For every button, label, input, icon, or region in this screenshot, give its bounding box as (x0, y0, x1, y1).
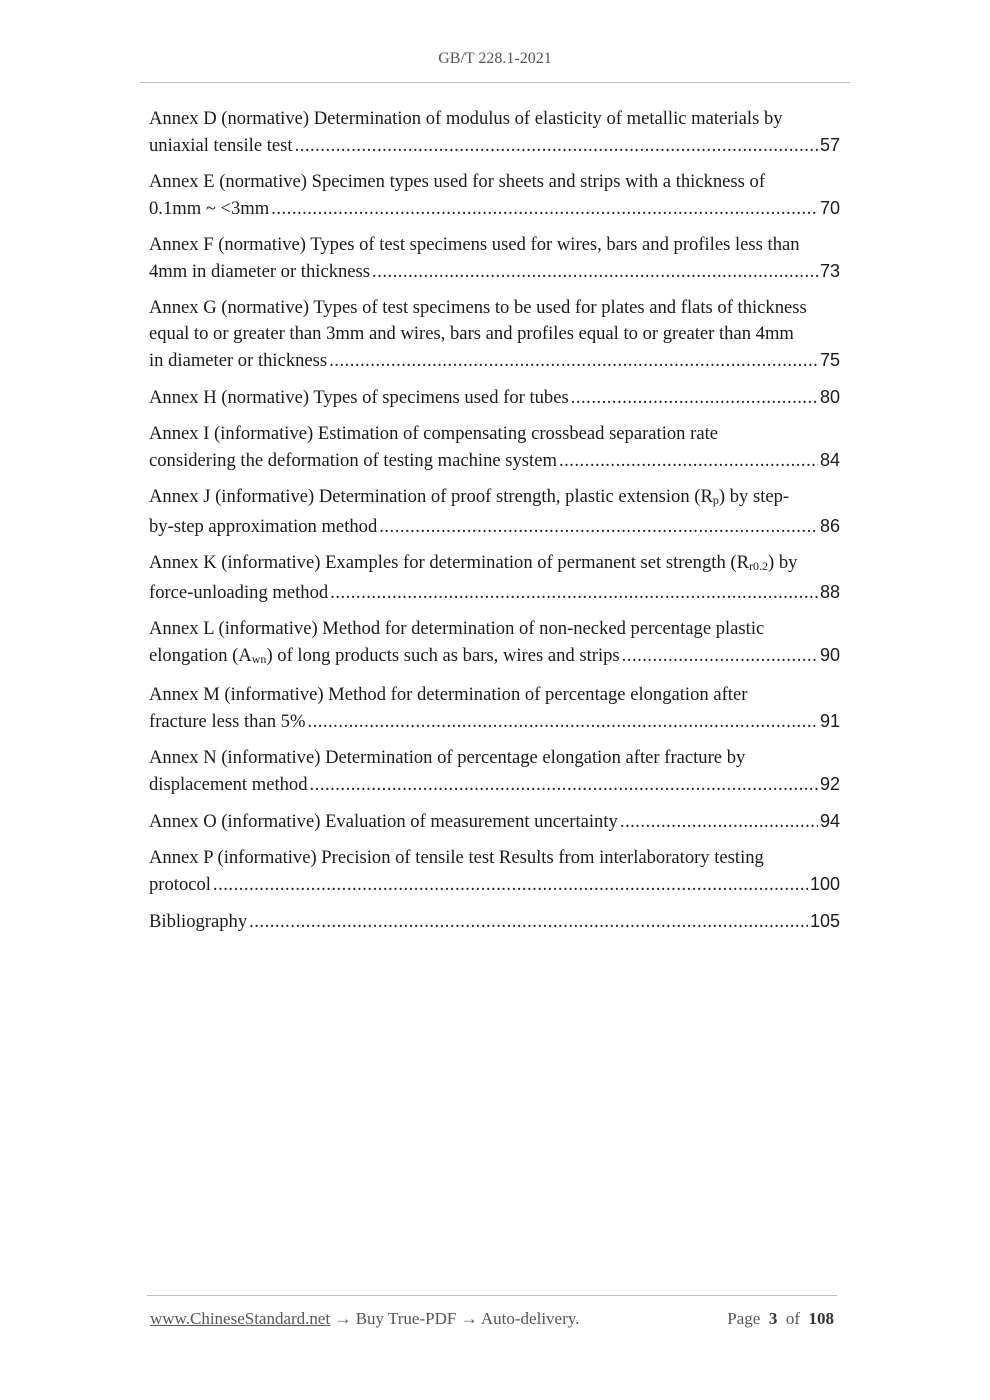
toc-entry-text (149, 550, 840, 579)
dot-leader (249, 909, 808, 935)
table-of-contents (149, 106, 840, 945)
toc-entry-last-line (149, 908, 840, 935)
dot-leader (622, 643, 818, 669)
toc-entry-last-line (149, 771, 840, 798)
toc-entry-last-line (149, 513, 840, 540)
toc-entry-annex-p[interactable] (149, 845, 840, 898)
toc-entry-text: Annex N (informative) Determination of percentage elongation after fracture by (149, 747, 746, 768)
toc-entry-text: Annex I (informative) Estimation of compensating crossbead separation rate (149, 423, 718, 444)
page-footer (150, 1309, 834, 1329)
toc-entry-annex-l[interactable] (149, 616, 840, 672)
toc-entry-annex-f[interactable] (149, 232, 840, 285)
dot-leader (372, 259, 818, 285)
toc-page-number: 91 (819, 711, 840, 731)
toc-entry-annex-m[interactable] (149, 682, 840, 735)
toc-entry-last-line (149, 808, 840, 835)
toc-entry-annex-h[interactable] (149, 384, 840, 411)
toc-entry-text: Annex E (normative) Specimen types used for sheets and strips with a thickness of (149, 171, 766, 192)
toc-entry-last-line (149, 447, 840, 474)
toc-entry-text: Annex F (normative) Types of test specimens used for wires, bars and profiles less than (149, 234, 800, 255)
page-of-label: of (785, 1309, 800, 1328)
dot-leader (559, 448, 818, 474)
page-label: Page (727, 1309, 761, 1328)
dot-leader (379, 514, 818, 540)
dot-leader (307, 709, 818, 735)
dot-leader (329, 348, 818, 374)
toc-entry-text-part: ) by (767, 552, 798, 573)
toc-page-number: 75 (819, 350, 840, 370)
current-page: 3 (768, 1309, 778, 1328)
toc-entry-text-part: ) of long products such as bars, wires and strips (266, 645, 620, 666)
toc-page-number: 80 (819, 387, 840, 407)
footer-links (150, 1309, 579, 1329)
toc-entry-last-line (149, 708, 840, 735)
toc-entry-last-line (149, 384, 840, 411)
toc-page-number: 105 (809, 911, 840, 931)
subscript: p (712, 493, 719, 507)
toc-entry-text: displacement method (149, 774, 308, 795)
dot-leader (620, 809, 818, 835)
toc-entry-text (149, 484, 840, 513)
toc-entry-text (149, 643, 620, 672)
toc-entry-annex-j[interactable] (149, 484, 840, 540)
toc-entry-text-part: elongation (A (149, 645, 252, 666)
toc-entry-text: Annex D (normative) Determination of modulus of elasticity of metallic materials by (149, 108, 783, 129)
toc-entry-last-line (149, 871, 840, 898)
toc-entry-annex-d[interactable] (149, 106, 840, 159)
toc-entry-last-line (149, 642, 840, 672)
site-link[interactable]: www.ChineseStandard.net (150, 1309, 331, 1328)
dot-leader (310, 772, 818, 798)
toc-page-number: 73 (819, 261, 840, 281)
toc-entry-text: Annex M (informative) Method for determination of percentage elongation after (149, 684, 748, 705)
toc-entry-bibliography[interactable] (149, 908, 840, 935)
toc-entry-text: uniaxial tensile test (149, 135, 293, 156)
delivery-text: Auto-delivery. (480, 1309, 580, 1328)
toc-entry-text: force-unloading method (149, 582, 329, 603)
toc-entry-text: by-step approximation method (149, 516, 378, 537)
toc-entry-last-line (149, 347, 840, 374)
dot-leader (213, 872, 808, 898)
toc-entry-annex-g[interactable] (149, 295, 840, 374)
toc-page-number: 90 (819, 645, 840, 665)
toc-entry-text: Annex P (informative) Precision of tensile test Results from interlaboratory testing (149, 847, 764, 868)
toc-entry-text: Annex G (normative) Types of test specimens to be used for plates and flats of thickness (149, 297, 807, 318)
footer-divider (147, 1295, 837, 1296)
arrow-icon: → (334, 1309, 352, 1328)
toc-entry-last-line (149, 132, 840, 159)
subscript: r0.2 (748, 559, 768, 573)
dot-leader (571, 385, 818, 411)
toc-entry-last-line (149, 579, 840, 606)
toc-entry-text: 4mm in diameter or thickness (149, 261, 371, 282)
toc-entry-text: protocol (149, 874, 211, 895)
toc-entry-text: Annex L (informative) Method for determination of non-necked percentage plastic (149, 618, 765, 639)
toc-entry-last-line (149, 195, 840, 222)
subscript: wn (251, 652, 267, 666)
toc-entry-text: Bibliography (149, 911, 248, 932)
toc-entry-text: 0.1mm ~ <3mm (149, 198, 270, 219)
toc-page-number: 100 (809, 874, 840, 894)
toc-page-number: 88 (819, 582, 840, 602)
toc-entry-annex-k[interactable] (149, 550, 840, 606)
page-header (140, 50, 850, 68)
dot-leader (330, 580, 818, 606)
toc-page-number: 70 (819, 198, 840, 218)
toc-entry-text: Annex O (informative) Evaluation of measurement uncertainty (149, 811, 618, 832)
toc-entry-text: fracture less than 5% (149, 711, 306, 732)
dot-leader (271, 196, 818, 222)
toc-entry-last-line (149, 258, 840, 285)
toc-page-number: 86 (819, 516, 840, 536)
toc-entry-text: Annex H (normative) Types of specimens used for tubes (149, 387, 569, 408)
toc-entry-annex-n[interactable] (149, 745, 840, 798)
toc-page-number: 94 (819, 811, 840, 831)
header-divider (140, 82, 850, 83)
dot-leader (295, 133, 818, 159)
toc-page-number: 57 (819, 135, 840, 155)
toc-entry-text: in diameter or thickness (149, 350, 328, 371)
toc-entry-text-part: ) by step- (718, 486, 790, 507)
toc-entry-text-part: Annex J (informative) Determination of proof strength, plastic extension (R (149, 486, 713, 507)
toc-entry-text: considering the deformation of testing machine system (149, 450, 557, 471)
document-code: GB/T 228.1-2021 (438, 50, 552, 67)
toc-entry-annex-o[interactable] (149, 808, 840, 835)
toc-entry-text-part: Annex K (informative) Examples for determination of permanent set strength (R (149, 552, 749, 573)
page-indicator (727, 1309, 834, 1329)
toc-entry-annex-i[interactable] (149, 421, 840, 474)
toc-entry-text: equal to or greater than 3mm and wires, bars and profiles equal to or greater than 4mm (149, 323, 794, 344)
toc-page-number: 84 (819, 450, 840, 470)
toc-page-number: 92 (819, 774, 840, 794)
arrow-icon: → (460, 1309, 478, 1328)
toc-entry-annex-e[interactable] (149, 169, 840, 222)
buy-text: Buy True-PDF (355, 1309, 457, 1328)
total-pages: 108 (808, 1309, 834, 1328)
